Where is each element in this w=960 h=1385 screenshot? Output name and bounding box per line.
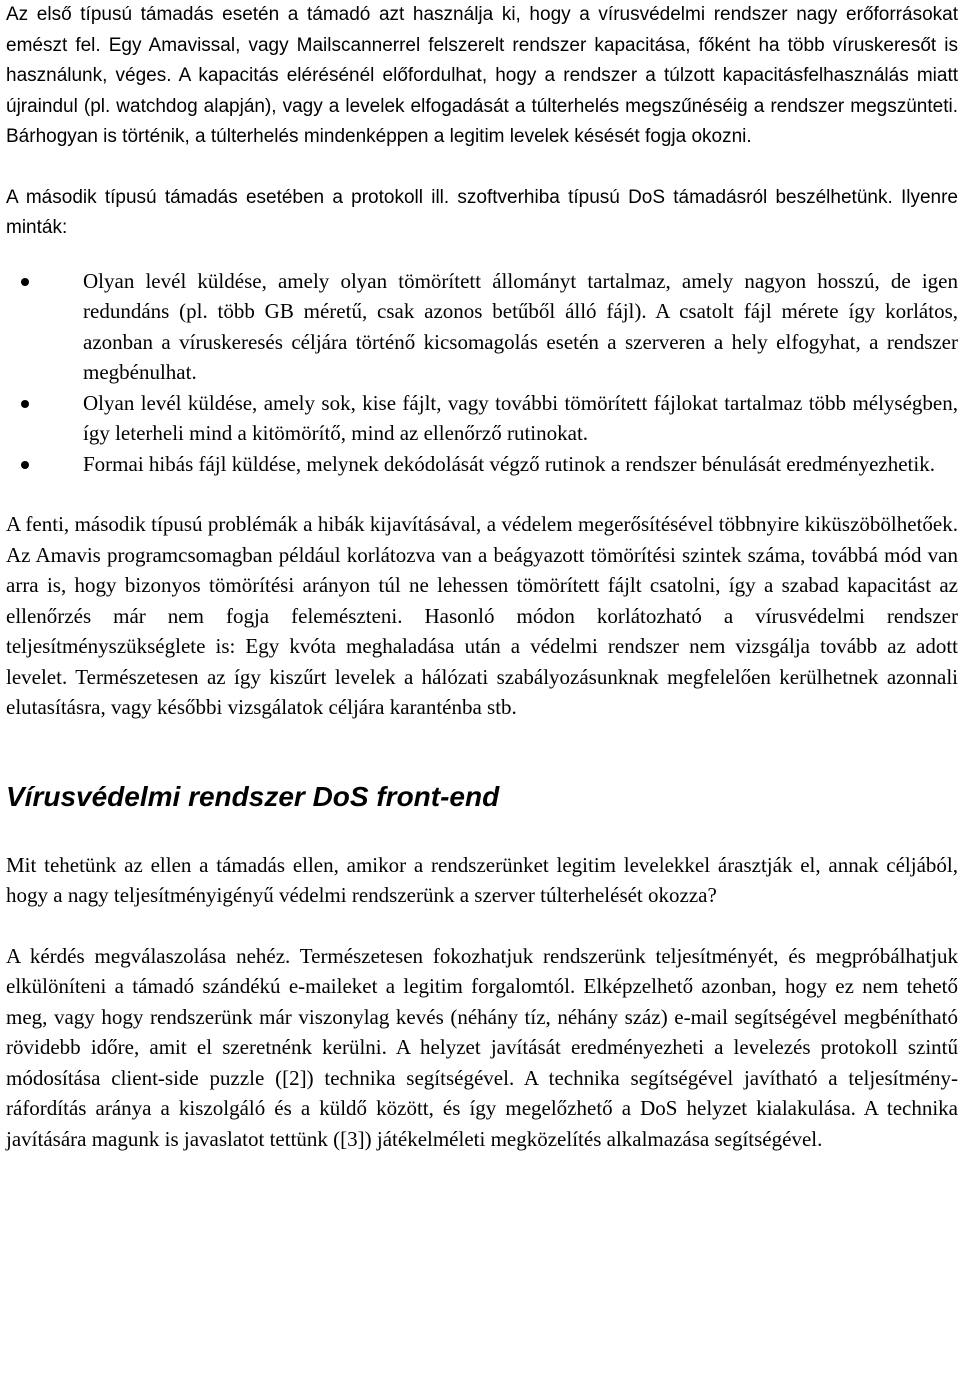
list-item — [6, 266, 958, 388]
paragraph-fixes: A fenti, második típusú problémák a hibák kijavításával, a védelem megerősítésével többnyire kiküszöbölhetőek. Az Amavis programcsomagban például korlátozva van a beágyazott tömörítési szintek száma, továbbá mód van arra is, hogy bizonyos tömörítési arányon túl ne lehessen tömörített fájlt csatolni, így a szabad kapacitást az ellenőrzés már nem fogja felemészteni. Hasonló módon korlátozható a vírusvédelmi rendszer teljesítményszükséglete is: Egy kvóta meghaladása után a védelmi rendszer nem vizsgálja tovább az adott levelet. Természetesen az így kiszűrt levelek a hálózati szabályozásunknak megfelelően kerülhetnek azonnali elutasításra, vagy későbbi vizsgálatok céljára karanténba stb. — [6, 512, 958, 719]
list-item — [6, 388, 958, 449]
paragraph-second-attack-type: A második típusú támadás esetében a protokoll ill. szoftverhiba típusú DoS támadásról beszélhetünk. Ilyenre minták: — [6, 186, 958, 238]
paragraph-answer: A kérdés megválaszolása nehéz. Természetesen fokozhatjuk rendszerünk teljesítményét, és megpróbálhatjuk elkülöníteni a támadó szándékú e-maileket a legitim forgalomtól. Elképzelhető azonban, hogy ez nem tehető meg, vagy hogy rendszerünk már viszonylag kevés (néhány tíz, néhány száz) e-mail segítségével megbénítható rövidebb időre, amit el szeretnénk kerülni. A helyzet javítását eredményezheti a levelezés protokoll szintű módosítása client-side puzzle ([2]) technika segítségével. A technika segítségével javítható a teljesítmény-ráfordítás aránya a kiszolgáló és a küldő között, és így megelőzhető a DoS helyzet kialakulása. A technika javítására magunk is javaslatot tettünk ([3]) játékelméleti megközelítés alkalmazása segítségével. — [6, 943, 958, 1151]
bullet-dot-icon — [21, 461, 29, 469]
paragraph-first-attack-type: Az első típusú támadás esetén a támadó azt használja ki, hogy a vírusvédelmi rendszer nagy erőforrásokat emészt fel. Egy Amavissal, vagy Mailscannerrel felszerelt rendszer kapacitása, főként ha több víruskeresőt is használunk, véges. A kapacitás elérésénél előfordulhat, hogy a rendszer a túlzott kapacitásfelhasználás miatt újraindul (pl. watchdog alapján), vagy a levelek elfogadását a túlterhelés megszűnéséig a rendszer megszünteti. Bárhogyan is történik, a túlterhelés mindenképpen a legitim levelek késését fogja okozni. — [6, 4, 958, 147]
document-page — [6, 0, 958, 1154]
bullet-dot-icon — [21, 400, 29, 408]
list-item — [6, 449, 958, 480]
list-item-text: Olyan levél küldése, amely sok, kise fájlt, vagy további tömörített fájlokat tartalmaz több mélységben, így leterheli mind a kitömörítő, mind az ellenőrző rutinokat. — [83, 390, 958, 445]
section-heading: Vírusvédelmi rendszer DoS front-end — [6, 780, 500, 812]
bullet-dot-icon — [21, 278, 29, 286]
paragraph-question: Mit tehetünk az ellen a támadás ellen, amikor a rendszerünket legitim levelekkel árasztják el, annak céljából, hogy a nagy teljesítményigényű védelmi rendszerünk a szerver túlterhelését okozza? — [6, 852, 958, 907]
example-list — [6, 266, 958, 480]
list-item-text: Formai hibás fájl küldése, melynek dekódolását végző rutinok a rendszer bénulását eredményezhetik. — [83, 451, 935, 476]
list-item-text: Olyan levél küldése, amely olyan tömörített állományt tartalmaz, amely nagyon hosszú, de igen redundáns (pl. több GB méretű, csak azonos betűből álló fájl). A csatolt fájl mérete így korlátos, azonban a víruskeresés céljára történő kicsomagolás esetén a szerveren a hely elfogyhat, a rendszer megbénulhat. — [83, 268, 958, 384]
